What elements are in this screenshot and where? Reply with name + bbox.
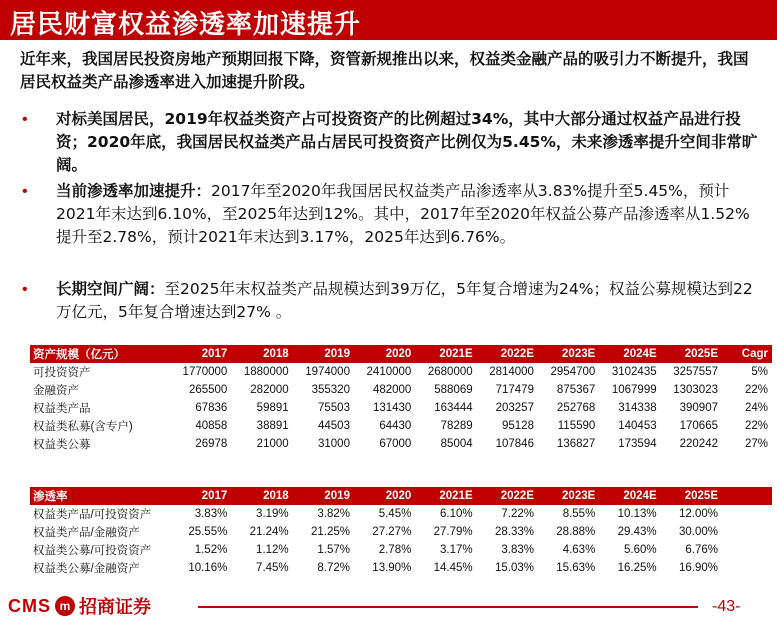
bullet-lead: 当前渗透率加速提升：	[56, 182, 212, 200]
table-cell	[722, 523, 772, 541]
table-cell: 163444	[434, 402, 473, 414]
table-cell: 67000	[379, 438, 412, 450]
table-cell: 482000	[372, 384, 412, 396]
row-label: 权益类公募/金融资产	[33, 563, 140, 575]
bullet-dot: •	[22, 183, 28, 200]
table-cell: 140453	[618, 420, 657, 432]
table-cell: 5.45%	[378, 508, 412, 520]
title-bar	[0, 0, 777, 40]
table-cell: 875367	[556, 384, 596, 396]
table-cell: 5.60%	[624, 544, 657, 556]
table-cell: 265500	[188, 384, 228, 396]
table-cell: 26978	[195, 438, 228, 450]
column-header: 2017	[170, 487, 231, 505]
table-row	[30, 435, 772, 453]
table-cell: 21.24%	[249, 526, 289, 538]
table-row	[30, 541, 772, 559]
table-cell: 27.27%	[372, 526, 412, 538]
column-header: 2024E	[599, 345, 660, 363]
page-title: 居民财富权益渗透率加速提升	[10, 10, 362, 40]
table-cell: 2954700	[550, 366, 596, 378]
table-cell: 10.16%	[188, 562, 228, 574]
table-cell: 717479	[495, 384, 534, 396]
table-cell: 28.33%	[494, 526, 534, 538]
column-header: 2025E	[661, 345, 722, 363]
table-cell: 14.45%	[433, 562, 473, 574]
table-header-row	[30, 487, 772, 505]
row-label: 金融资产	[33, 385, 79, 397]
cms-logo	[8, 594, 151, 618]
table-cell: 67836	[195, 402, 228, 414]
table-row	[30, 381, 772, 399]
table-cell: 95128	[501, 420, 534, 432]
table-cell: 2410000	[366, 366, 412, 378]
table-cell: 107846	[495, 438, 534, 450]
table-cell: 6.76%	[685, 544, 718, 556]
bullet-text	[56, 278, 760, 324]
table-cell: 21.25%	[310, 526, 350, 538]
table-cell: 6.10%	[440, 508, 473, 520]
column-header: 2023E	[538, 487, 599, 505]
table-cell: 588069	[434, 384, 473, 396]
table-cell: 1770000	[182, 366, 228, 378]
table-cell: 2680000	[427, 366, 473, 378]
column-header: 2019	[293, 487, 354, 505]
bullet-text	[56, 180, 760, 249]
table-cell: 1.57%	[317, 544, 350, 556]
table-cell: 2814000	[489, 366, 534, 378]
table-cell: 3.83%	[194, 508, 228, 520]
column-header: 2021E	[415, 487, 476, 505]
bullet-body: 对标美国居民，2019年权益类资产占可投资资产的比例超过34%，其中大部分通过权益产品进行投资；2020年底，我国居民权益类产品占居民可投资资产比例仅为5.45%，未来渗透率提升空间非常旷阔。	[56, 110, 758, 174]
column-header: 2024E	[599, 487, 660, 505]
bullet-dot: •	[22, 281, 28, 298]
table-cell: 282000	[250, 384, 289, 396]
table-cell: 5%	[751, 366, 768, 378]
table-header-row	[30, 345, 772, 363]
table-cell: 1.52%	[194, 544, 228, 556]
table-cell: 25.55%	[188, 526, 228, 538]
table-title-cell: 渗透率	[30, 487, 170, 505]
penetration-rate-table	[30, 487, 772, 577]
bullet-lead: 长期空间广阔：	[56, 280, 165, 298]
table-cell: 4.63%	[562, 544, 596, 556]
table-cell: 115590	[557, 420, 596, 432]
row-label: 权益类产品/可投资资产	[33, 509, 152, 521]
table-cell: 355320	[311, 384, 350, 396]
table-cell: 173594	[618, 438, 657, 450]
column-header: 2023E	[538, 345, 599, 363]
table-cell: 15.03%	[494, 562, 534, 574]
logo-mark-icon: m	[55, 596, 75, 616]
table-title-cell: 资产规模（亿元）	[30, 345, 170, 363]
table-cell: 30.00%	[678, 526, 718, 538]
table-cell: 28.88%	[556, 526, 596, 538]
table-cell: 1067999	[611, 384, 657, 396]
table-cell: 13.90%	[372, 562, 412, 574]
table-cell: 24%	[744, 402, 768, 414]
table-cell: 27%	[744, 438, 768, 450]
table-cell: 3102435	[611, 366, 657, 378]
row-label: 可投资资产	[33, 367, 91, 379]
table-cell: 1974000	[305, 366, 350, 378]
column-header: 2021E	[415, 345, 476, 363]
table-cell: 22%	[744, 420, 768, 432]
table-cell: 3.19%	[256, 508, 289, 520]
table-cell: 29.43%	[617, 526, 657, 538]
bullet-body: 至2025年末权益类产品规模达到39万亿，5年复合增速为24%；权益公募规模达到22万亿元，5年复合增速达到27% 。	[56, 280, 753, 321]
table-cell: 131430	[372, 402, 412, 414]
table-cell: 7.45%	[256, 562, 289, 574]
intro-paragraph: 近年来，我国居民投资房地产预期回报下降，资管新规推出以来，权益类金融产品的吸引力不断提升，我国居民权益类产品渗透率进入加速提升阶段。	[20, 50, 749, 91]
table-cell	[722, 541, 772, 559]
column-header: 2019	[293, 345, 354, 363]
logo-text-cn: 招商证券	[79, 597, 151, 618]
table-cell: 3.83%	[501, 544, 534, 556]
column-header: 2020	[354, 487, 415, 505]
logo-text-en: CMS	[8, 595, 51, 616]
table-cell: 75503	[318, 402, 350, 414]
table-cell: 1.12%	[256, 544, 289, 556]
table-cell: 170665	[679, 420, 718, 432]
table-cell: 136827	[556, 438, 596, 450]
row-label: 权益类公募	[33, 439, 91, 451]
table-cell: 85004	[440, 438, 473, 450]
footer-divider	[198, 606, 698, 608]
table-cell: 220242	[679, 438, 718, 450]
table-cell: 1880000	[243, 366, 289, 378]
table-cell: 78289	[440, 420, 473, 432]
column-header: Cagr	[722, 345, 772, 363]
row-label: 权益类产品	[33, 403, 91, 415]
table-cell: 64430	[379, 420, 412, 432]
table-cell: 314338	[618, 402, 657, 414]
table-cell: 3.17%	[440, 544, 473, 556]
table-cell: 15.63%	[556, 562, 596, 574]
table-cell: 21000	[256, 438, 289, 450]
column-header: 2022E	[477, 345, 538, 363]
column-header: 2022E	[477, 487, 538, 505]
table-row	[30, 363, 772, 381]
table-cell: 390907	[679, 402, 718, 414]
table-cell: 59891	[256, 402, 289, 414]
table-cell: 22%	[744, 384, 768, 396]
table-row	[30, 399, 772, 417]
bullet-dot: •	[22, 111, 28, 128]
table-cell	[722, 559, 772, 577]
table-cell: 38891	[256, 420, 289, 432]
table-row	[30, 417, 772, 435]
column-header: 2018	[231, 345, 292, 363]
table-cell: 44503	[318, 420, 350, 432]
table-cell: 27.79%	[433, 526, 473, 538]
table-cell: 8.55%	[562, 508, 596, 520]
row-label: 权益类产品/金融资产	[33, 527, 140, 539]
column-header: 2017	[170, 345, 231, 363]
column-header: 2025E	[661, 487, 722, 505]
asset-scale-table	[30, 345, 772, 453]
table-cell: 31000	[318, 438, 350, 450]
table-row	[30, 523, 772, 541]
column-header: 2020	[354, 345, 415, 363]
table-cell: 16.90%	[678, 562, 718, 574]
table-cell: 10.13%	[617, 508, 657, 520]
table-cell: 3.82%	[317, 508, 350, 520]
column-header	[722, 487, 772, 505]
bullet-text	[56, 108, 760, 177]
table-cell: 203257	[495, 402, 534, 414]
table-cell: 2.78%	[378, 544, 412, 556]
table-cell: 252768	[556, 402, 596, 414]
table-row	[30, 559, 772, 577]
table-cell: 40858	[195, 420, 228, 432]
row-label: 权益类公募/可投资资产	[33, 545, 152, 557]
row-label: 权益类私募(含专户)	[33, 421, 133, 433]
table-cell: 1303023	[673, 384, 718, 396]
table-cell: 12.00%	[678, 508, 718, 520]
table-cell: 16.25%	[617, 562, 657, 574]
table-row	[30, 505, 772, 523]
table-cell: 3257557	[673, 366, 718, 378]
column-header: 2018	[231, 487, 292, 505]
table-cell: 7.22%	[501, 508, 534, 520]
page-number: -43-	[712, 598, 741, 615]
table-cell	[722, 505, 772, 523]
table-cell: 8.72%	[317, 562, 350, 574]
bullet-body: 2017年至2020年我国居民权益类产品渗透率从3.83%提升至5.45%，预计2021年末达到6.10%，至2025年达到12%。其中，2017年至2020年权益公募产品渗透率从1.52%提升至2.78%，预计2021年末达到3.17%，2025年达到6.76%。	[56, 182, 750, 246]
